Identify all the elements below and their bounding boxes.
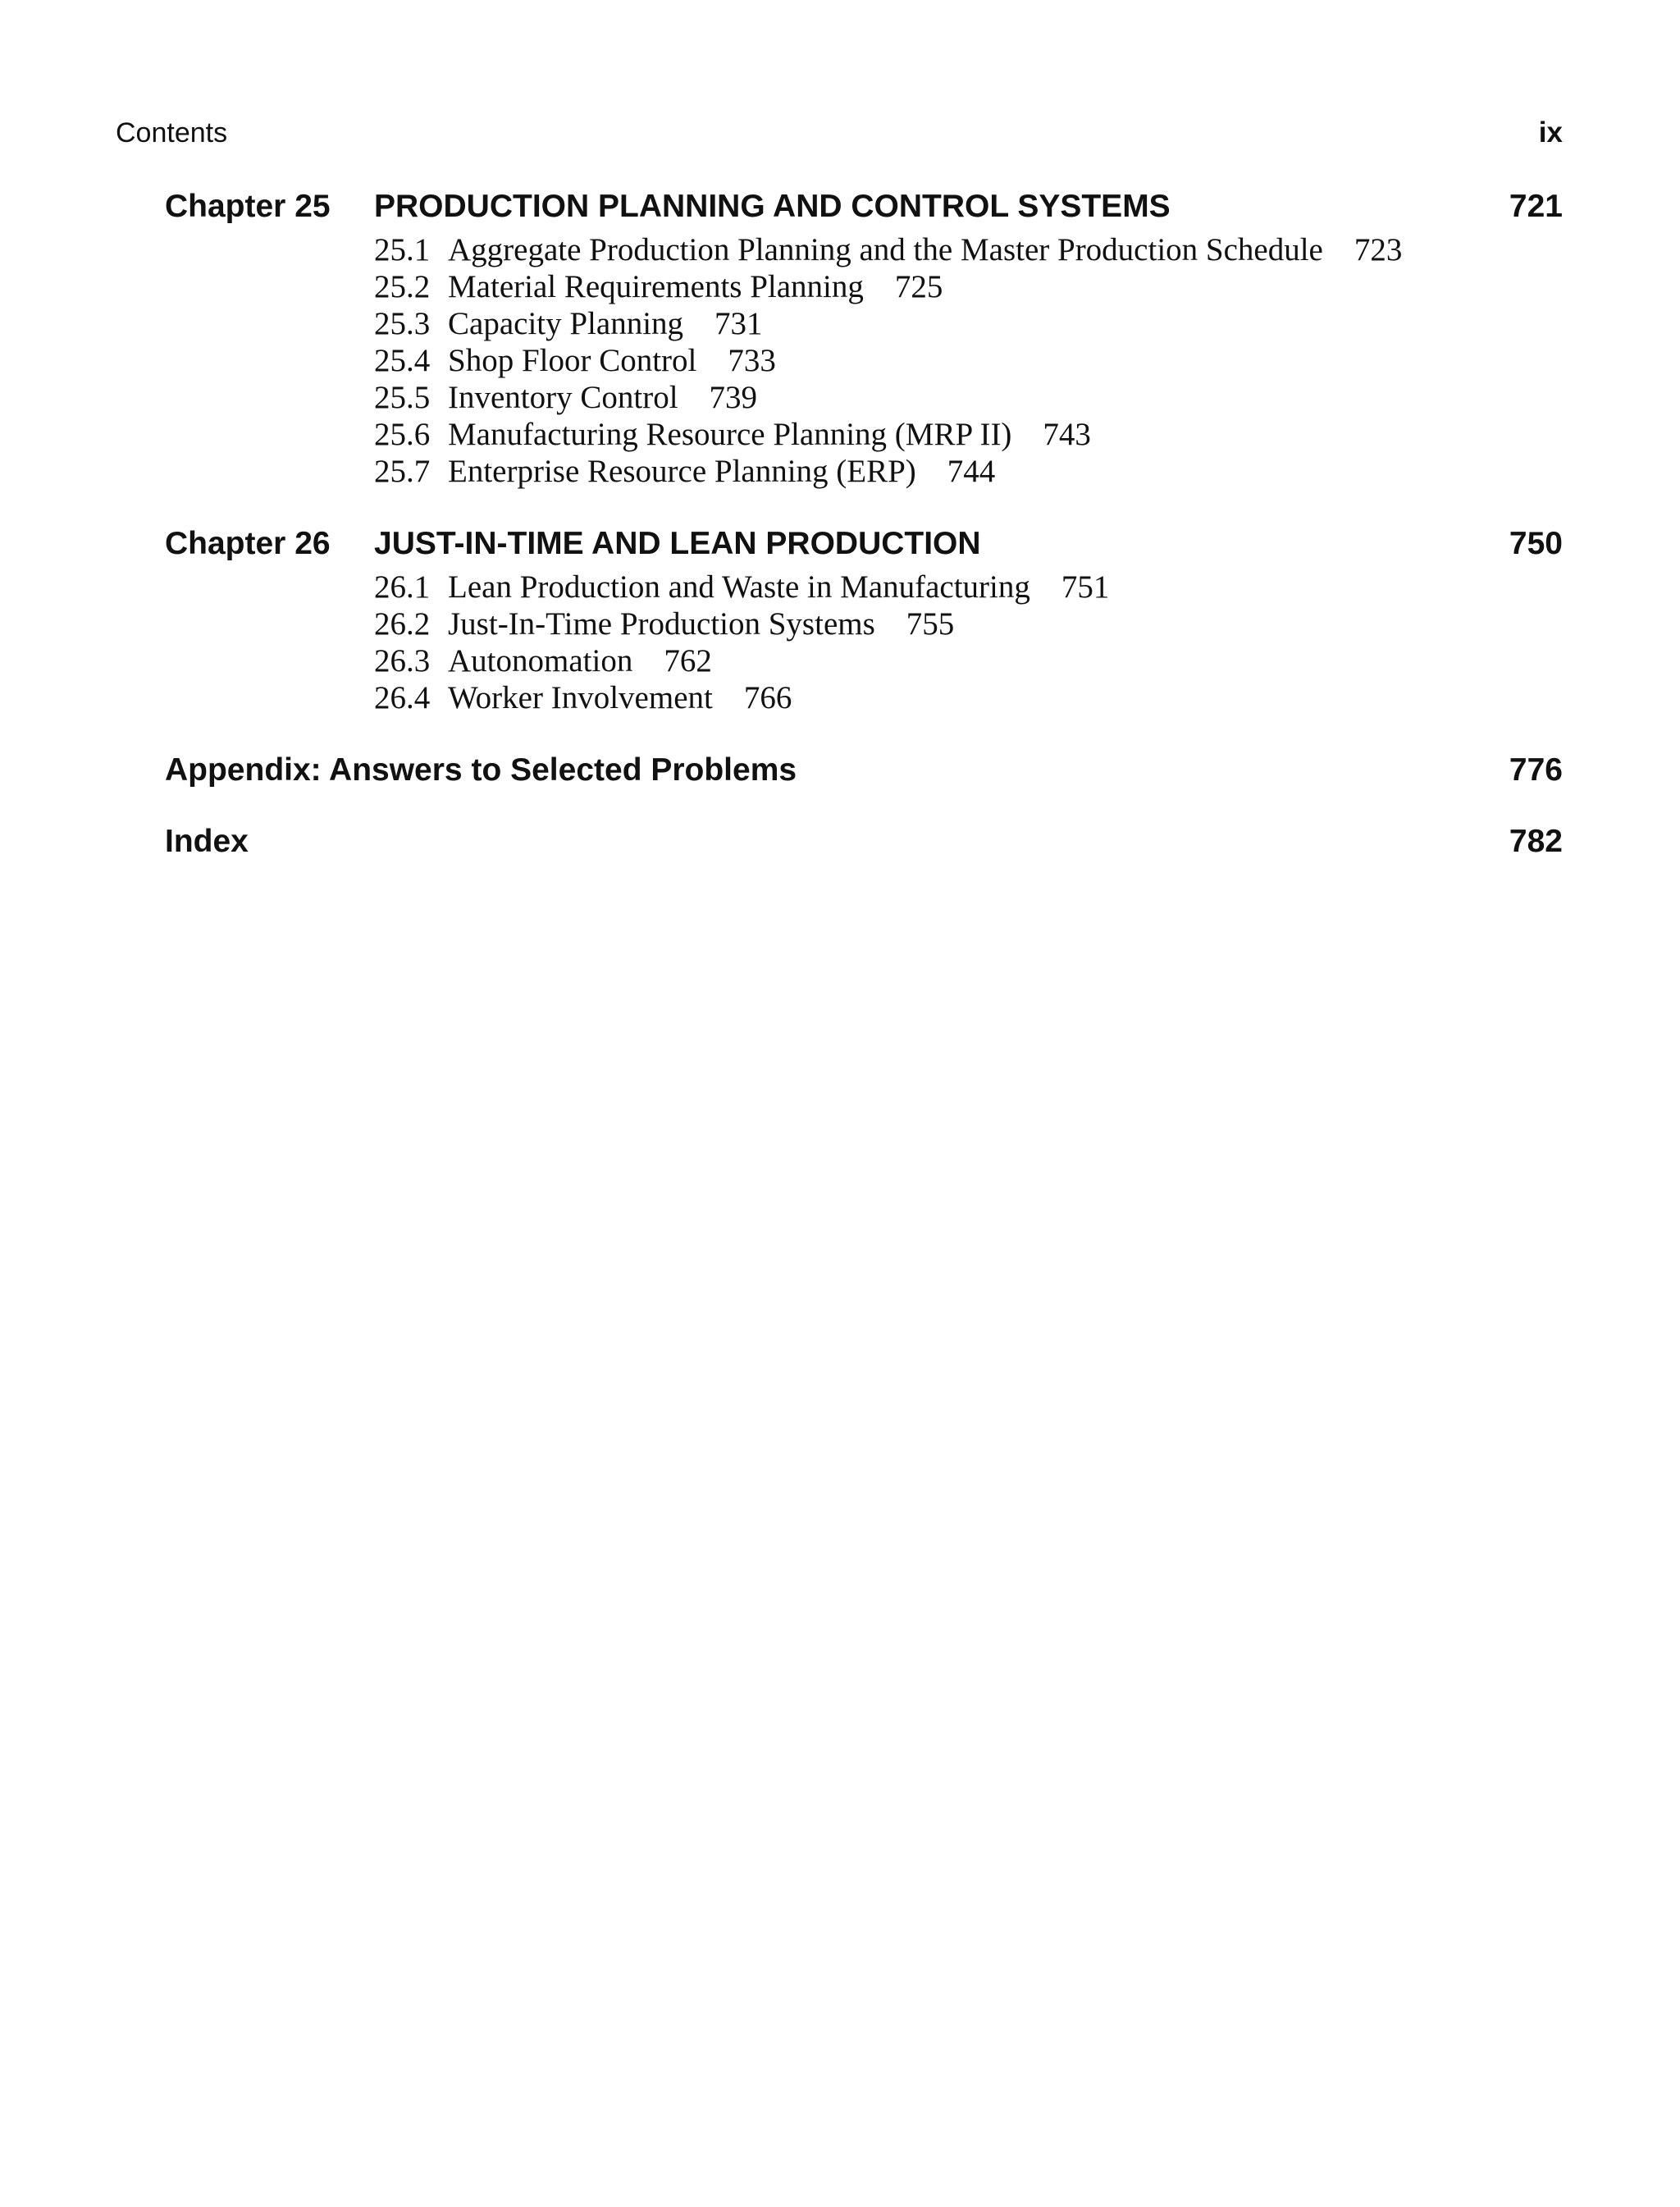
section-entry[interactable] [374,305,1563,342]
back-matter-page-number: 776 [1509,752,1563,788]
section-page-number: 751 [1061,569,1110,605]
section-entry[interactable] [374,342,1563,379]
chapter-title: PRODUCTION PLANNING AND CONTROL SYSTEMS [374,189,1171,224]
chapter-page-number: 721 [1509,189,1563,224]
running-head-title: Contents [116,117,228,149]
section-list [165,231,1563,490]
section-title: Worker Involvement [448,680,713,715]
section-page-number: 744 [947,454,996,489]
section-number: 26.4 [374,680,431,715]
chapter-label: Chapter 26 [165,526,331,561]
section-entry[interactable] [374,569,1563,605]
running-head [116,113,1563,153]
section-number: 26.3 [374,643,431,679]
section-entry[interactable] [374,379,1563,416]
chapter-page-number: 750 [1509,526,1563,561]
section-page-number: 743 [1043,417,1091,452]
section-title: Shop Floor Control [448,343,697,378]
section-title: Material Requirements Planning [448,269,864,304]
section-page-number: 733 [728,343,776,378]
section-entry[interactable] [374,268,1563,305]
section-page-number: 725 [894,269,943,304]
section-page-number: 739 [709,380,758,415]
section-entry[interactable] [374,416,1563,453]
appendix-entry[interactable] [165,749,1563,792]
section-number: 25.2 [374,269,431,304]
section-title: Inventory Control [448,380,678,415]
running-head-page-number: ix [1538,117,1563,149]
section-title: Lean Production and Waste in Manufacturing [448,569,1030,605]
chapter-25-entry [165,185,1563,490]
section-title: Manufacturing Resource Planning (MRP II) [448,417,1012,452]
section-list [165,569,1563,716]
section-title: Just-In-Time Production Systems [448,606,875,642]
section-number: 25.4 [374,343,431,378]
section-page-number: 766 [743,680,792,715]
section-page-number: 762 [664,643,712,679]
section-page-number: 755 [906,606,955,642]
section-number: 25.7 [374,454,431,489]
back-matter-page-number: 782 [1509,824,1563,859]
section-page-number: 723 [1354,232,1403,267]
chapter-title: JUST-IN-TIME AND LEAN PRODUCTION [374,526,981,561]
section-number: 25.3 [374,306,431,341]
section-number: 26.2 [374,606,431,642]
chapter-heading[interactable] [165,523,1563,565]
section-number: 26.1 [374,569,431,605]
section-entry[interactable] [374,679,1563,716]
chapter-26-entry [165,523,1563,716]
index-entry[interactable] [165,820,1563,863]
back-matter-title: Index [165,824,249,859]
section-entry[interactable] [374,231,1563,268]
section-number: 25.6 [374,417,431,452]
section-number: 25.1 [374,232,431,267]
section-entry[interactable] [374,605,1563,642]
section-entry[interactable] [374,453,1563,490]
chapter-heading[interactable] [165,185,1563,228]
chapter-label: Chapter 25 [165,189,331,224]
section-page-number: 731 [714,306,763,341]
section-title: Autonomation [448,643,633,679]
section-title: Capacity Planning [448,306,684,341]
section-title: Aggregate Production Planning and the Master Production Schedule [448,232,1323,267]
section-entry[interactable] [374,642,1563,679]
table-of-contents [165,185,1563,892]
back-matter-title: Appendix: Answers to Selected Problems [165,752,797,788]
section-number: 25.5 [374,380,431,415]
section-title: Enterprise Resource Planning (ERP) [448,454,916,489]
